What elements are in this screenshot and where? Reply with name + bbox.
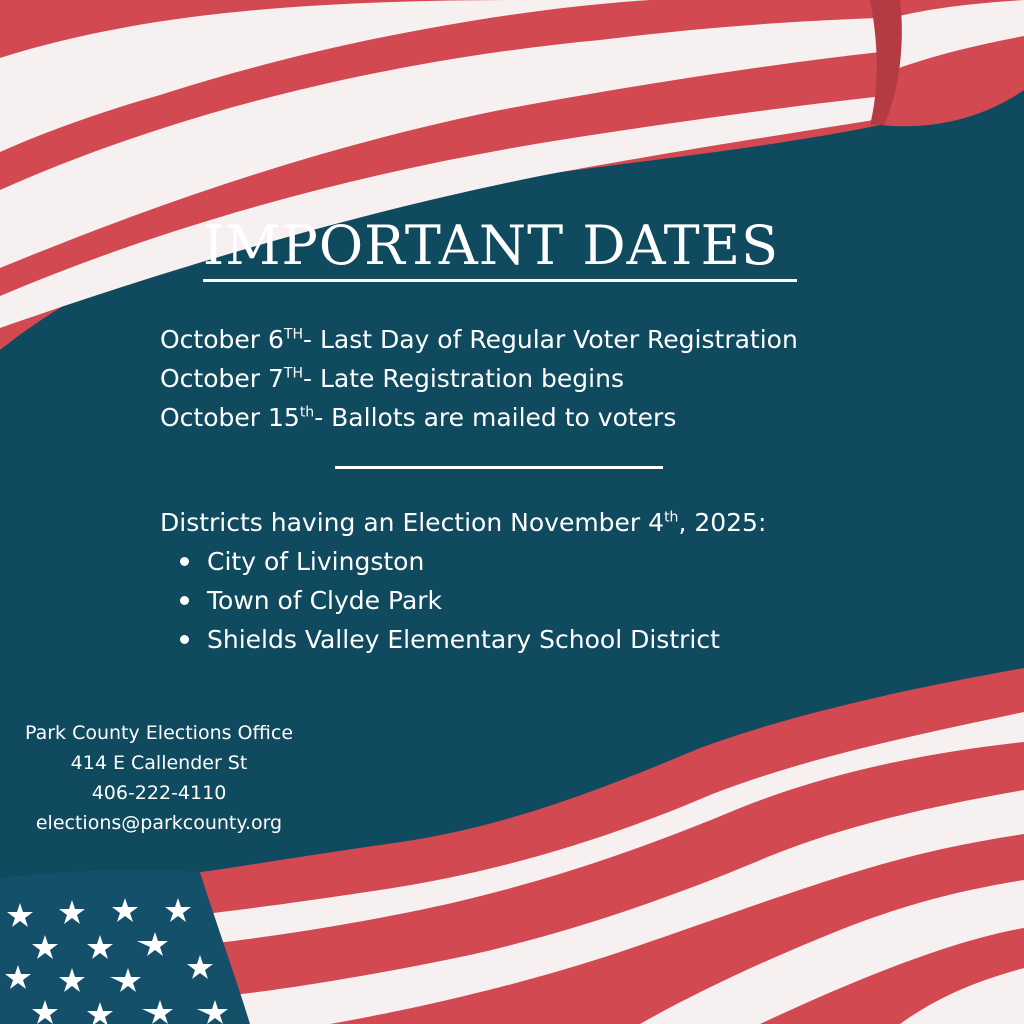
important-dates-list (160, 320, 880, 437)
bullet-icon (180, 596, 189, 605)
date-ordinal: TH (283, 365, 303, 382)
districts-heading-year: , 2025: (678, 508, 767, 537)
date-description: - Late Registration begins (303, 364, 624, 393)
list-item (160, 581, 880, 620)
date-ordinal: TH (283, 326, 303, 343)
date-ordinal: th (299, 404, 315, 421)
districts-heading-ordinal: th (664, 509, 679, 526)
districts-heading (160, 503, 880, 542)
page-title (0, 214, 1000, 277)
district-name: Town of Clyde Park (207, 586, 443, 615)
date-description: - Last Day of Regular Voter Registration (303, 325, 798, 354)
districts-heading-text: Districts having an Election November 4 (160, 508, 665, 537)
list-item (160, 620, 880, 659)
bullet-icon (180, 635, 189, 644)
date-prefix: October 15 (160, 403, 300, 432)
district-list (160, 542, 880, 659)
date-line (160, 398, 880, 437)
office-address: 414 E Callender St (70, 752, 248, 774)
bottom-flag-stripes (200, 668, 1024, 1024)
district-name: City of Livingston (207, 547, 425, 576)
date-prefix: October 7 (160, 364, 284, 393)
contact-block (0, 718, 318, 838)
list-item (160, 542, 880, 581)
date-prefix: October 6 (160, 325, 284, 354)
page-title-text: IMPORTANT DATES (203, 214, 797, 282)
office-name: Park County Elections Office (24, 722, 294, 744)
date-line (160, 359, 880, 398)
election-districts (160, 503, 880, 659)
bullet-icon (180, 557, 189, 566)
section-divider (335, 466, 663, 469)
date-line (160, 320, 880, 359)
office-phone: 406-222-4110 (91, 782, 227, 804)
office-email: elections@parkcounty.org (35, 812, 283, 834)
date-description: - Ballots are mailed to voters (314, 403, 677, 432)
district-name: Shields Valley Elementary School District (207, 625, 720, 654)
